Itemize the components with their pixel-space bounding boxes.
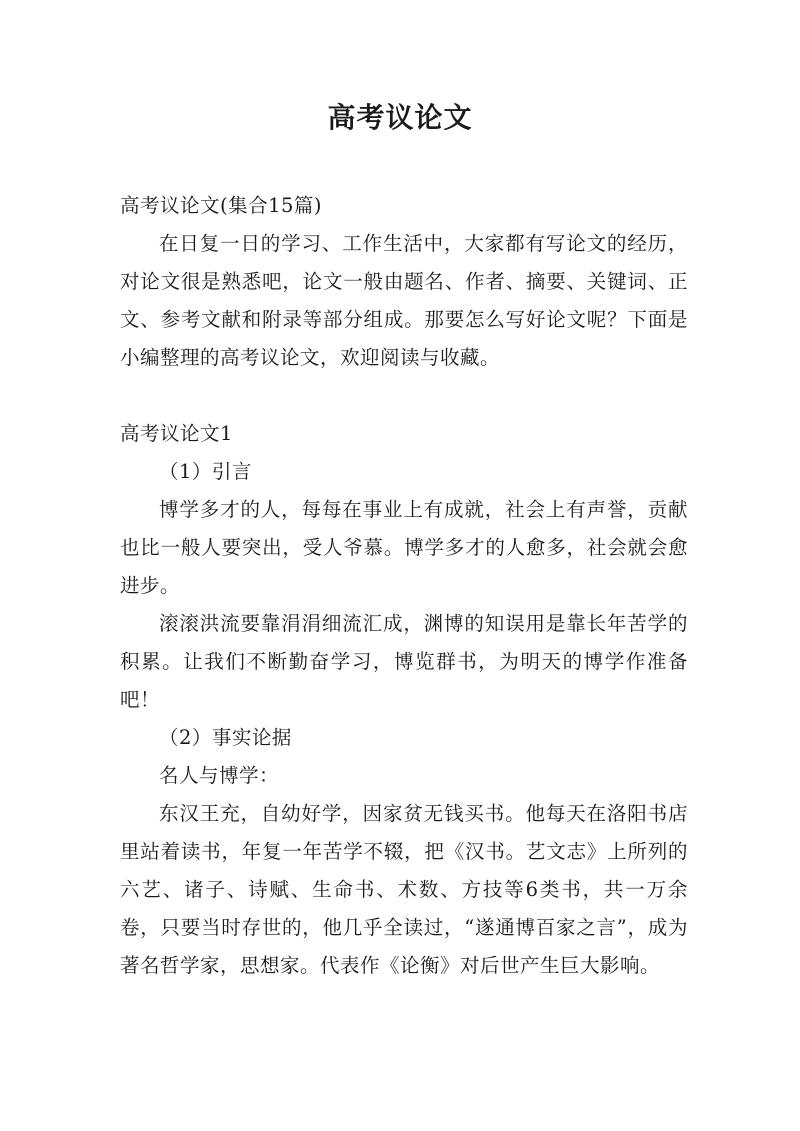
- body-paragraph: 博学多才的人，每每在事业上有成就，社会上有声誉，贡献也比一般人要突出，受人爷慕。博学多才的人愈多，社会就会愈进步。: [120, 498, 688, 597]
- part-heading-facts: （2）事实论据: [159, 726, 292, 749]
- body-paragraph: 滚滚洪流要靠涓涓细流汇成，渊博的知误用是靠长年苦学的积累。让我们不断勤奋学习，博览群书，为明天的博学作准备吧！: [120, 612, 688, 711]
- body-paragraph: 名人与博学：: [159, 764, 280, 787]
- paragraph-gap: [120, 377, 688, 415]
- intro-paragraph: 在日复一日的学习、工作生活中，大家都有写论文的经历，对论文很是熟悉吧，论文一般由题名、作者、摘要、关键词、正文、参考文献和附录等部分组成。那要怎么写好论文呢？下面是小编整理的高考议论文，欢迎阅读与收藏。: [120, 232, 688, 369]
- part-heading-intro: （1）引言: [159, 460, 252, 483]
- body-paragraph: 东汉王充，自幼好学，因家贫无钱买书。他每天在洛阳书店里站着读书，年复一年苦学不辍，把《汉书。艺文志》上所列的六艺、诸子、诗赋、生命书、术数、方技等6类书，共一万余卷，只要当时存世的，他几乎全读过，“遂通博百家之言”，成为著名哲学家，思想家。代表作《论衡》对后世产生巨大影响。: [120, 802, 688, 977]
- page-title: 高考议论文: [327, 101, 473, 134]
- section-heading: 高考议论文1: [120, 422, 233, 445]
- document-body: [120, 187, 688, 985]
- document-subtitle: 高考议论文(集合15篇): [120, 194, 323, 217]
